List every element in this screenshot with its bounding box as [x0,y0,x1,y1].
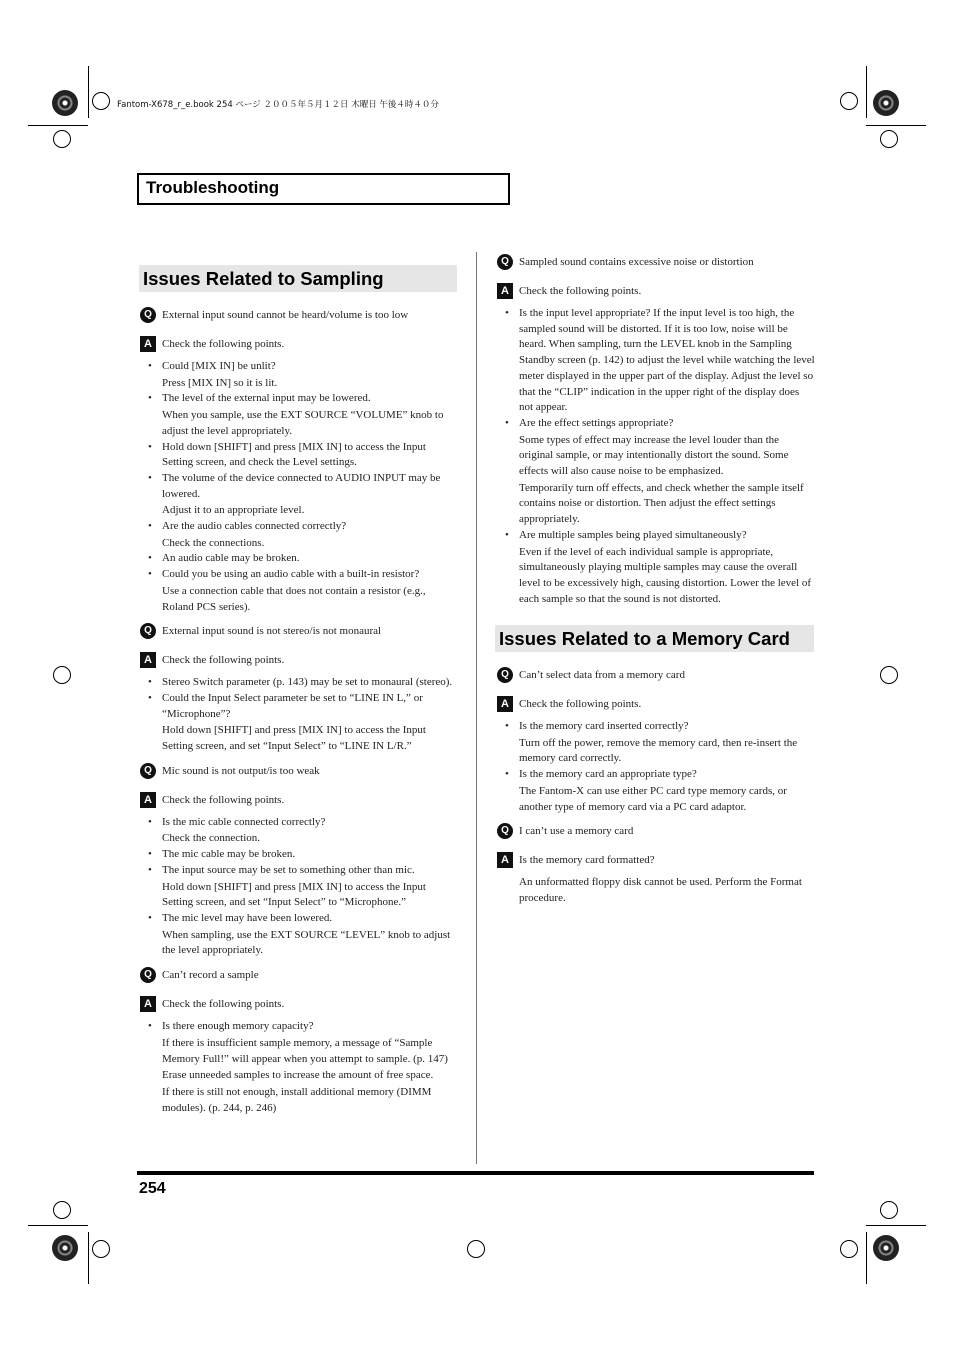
question-text: Can’t record a sample [162,969,259,982]
qa-group [140,624,458,755]
registration-mark-icon [92,92,110,110]
item-text: The mic level may have been lowered. [162,911,333,924]
answer [497,697,815,715]
crop-mark [88,1232,89,1284]
answer-icon: A [140,792,156,808]
footer-rule [137,1171,814,1175]
registration-mark-icon [53,130,71,148]
crop-mark [866,1232,867,1284]
item-text: The mic cable may be broken. [162,848,296,861]
item-detail: Hold down [SHIFT] and press [MIX IN] to access the Input Setting screen, and set “Input Select” to “Microphone.” [162,880,426,909]
heading-sampling-text: Issues Related to Sampling [143,268,384,289]
list-item [497,719,815,767]
question-icon: Q [497,823,513,839]
answer-list [140,815,458,959]
list-item [140,471,458,519]
item-text: Is the memory card an appropriate type? [519,768,697,781]
registration-mark-icon [880,1201,898,1219]
item-text: Are the effect settings appropriate? [519,416,674,429]
question [140,968,458,986]
print-header: Fantom-X678_r_e.book 254 ページ ２００５年５月１２日 木曜日 午後４時４０分 [117,100,439,110]
item-text: Is the memory card inserted correctly? [519,720,689,732]
answer-list [497,719,815,815]
crop-mark [866,66,867,118]
question [497,824,815,842]
item-detail: When you sample, use the EXT SOURCE “VOLUME” knob to adjust the level appropriately. [162,409,444,437]
question [140,308,458,326]
registration-mark-icon [53,666,71,684]
item-text: The input source may be set to something other than mic. [162,863,415,876]
question-icon: Q [140,763,156,779]
registration-mark-icon [880,130,898,148]
section-title: Troubleshooting [146,178,280,197]
item-detail: Use a connection cable that does not contain a resistor (e.g., Roland PCS series). [162,584,426,613]
registration-mark-icon [467,1240,485,1258]
list-item [497,767,815,815]
question [497,668,815,686]
item-text: The volume of the device connected to AUDIO INPUT may be lowered. [162,471,441,500]
item-detail: Some types of effect may increase the level louder than the original sample, or may intentionally distort the sound. Some effects will also cause noise to be emphasized. [519,433,789,478]
registration-mark-icon [880,666,898,684]
answer [497,284,815,302]
registration-disc-icon [52,1235,78,1261]
question-text: Mic sound is not output/is too weak [162,764,320,777]
answer-icon: A [497,696,513,712]
registration-disc-icon [873,1235,899,1261]
item-detail: Adjust it to an appropriate level. [162,504,305,517]
item-detail: Erase unneeded samples to increase the amount of free space. [162,1069,434,1082]
item-detail: If there is still not enough, install additional memory (DIMM modules). (p. 244, p. 246) [162,1085,432,1114]
list-item [140,1019,458,1116]
heading-memory-card-text: Issues Related to a Memory Card [499,628,790,649]
list-item [140,440,458,471]
list-item [140,551,458,567]
right-column-memory [497,668,815,916]
column-divider [476,252,477,1164]
answer-icon: A [497,283,513,299]
answer-text: Check the following points. [519,285,642,297]
answer-list [140,359,458,615]
item-text: An audio cable may be broken. [162,552,300,565]
left-column [140,308,458,1125]
answer [140,337,458,355]
heading-sampling [139,265,457,292]
list-item [140,815,458,847]
item-text: Is there enough memory capacity? [162,1020,314,1033]
qa-group [497,824,815,906]
answer-text: Check the following points. [162,338,285,350]
answer-text: Is the memory card formatted? [519,854,655,867]
answer-icon: A [140,336,156,352]
registration-mark-icon [53,1201,71,1219]
list-item [140,847,458,863]
item-detail: Press [MIX IN] so it is lit. [162,376,278,389]
answer [140,997,458,1015]
question-icon: Q [140,623,156,639]
item-detail: Even if the level of each individual sample is appropriate, simultaneously playing multiple samples may cause the overall level to be excessively high, causing distortion. Lower the level of each sample so that the sound is not distorted. [519,545,812,605]
heading-memory-card [495,625,814,652]
answer [497,853,815,871]
answer-list [140,675,458,755]
item-detail: Check the connection. [162,832,261,845]
registration-mark-icon [840,1240,858,1258]
crop-mark [866,1225,926,1226]
right-column [497,255,815,616]
crop-mark [28,125,88,126]
list-item [140,911,458,959]
question-text: Can’t select data from a memory card [519,669,685,681]
qa-group [140,968,458,1116]
answer-list [140,1019,458,1116]
crop-mark [88,66,89,118]
item-text: Is the input level appropriate? If the input level is too high, the sampled sound will be distorted. If it is too low, noise will be heard. When sampling, turn the LEVEL knob in the Sampling Standby screen (p. 142) to adjust the level while watching the level meter displayed in the upper part of the display. Adjust the level so that the “CLIP” indication in the upper right of the display does not appear. [519,307,815,414]
registration-disc-icon [52,90,78,116]
answer-body: An unformatted floppy disk cannot be used. Perform the Format procedure. [519,876,802,904]
question-icon: Q [497,254,513,270]
answer-list [497,306,815,607]
answer-text: Check the following points. [162,793,285,806]
question [140,624,458,642]
item-detail: Check the connections. [162,536,265,549]
answer-icon: A [140,996,156,1012]
question-icon: Q [140,967,156,983]
list-item [497,416,815,528]
question-icon: Q [497,667,513,683]
registration-mark-icon [840,92,858,110]
qa-group [140,308,458,615]
answer-icon: A [140,652,156,668]
list-item [140,519,458,551]
answer-text: Check the following points. [162,654,285,667]
answer [140,653,458,671]
list-item [140,359,458,391]
list-item [140,691,458,755]
list-item [140,863,458,911]
crop-mark [28,1225,88,1226]
question-text: I can’t use a memory card [519,825,634,838]
registration-disc-icon [873,90,899,116]
item-text: Is the mic cable connected correctly? [162,815,326,828]
item-detail: The Fantom-X can use either PC card type memory cards, or another type of memory card via a PC card adaptor. [519,784,787,813]
item-text: Stereo Switch parameter (p. 143) may be set to monaural (stereo). [162,676,453,689]
item-text: Are multiple samples being played simultaneously? [519,528,747,541]
item-text: Could the Input Select parameter be set to “LINE IN L,” or “Microphone”? [162,691,423,720]
list-item [140,567,458,615]
item-detail: Temporarily turn off effects, and check whether the sample itself contains noise or distortion. Then adjust the effect settings appropriately. [519,481,804,526]
answer-text: Check the following points. [162,998,285,1011]
item-detail: When sampling, use the EXT SOURCE “LEVEL” knob to adjust the level appropriately. [162,928,451,957]
item-detail: Hold down [SHIFT] and press [MIX IN] to access the Input Setting screen, and set “Input Select” to “LINE IN L/R.” [162,724,426,753]
question-text: External input sound is not stereo/is not monaural [162,625,382,638]
item-text: Could you be using an audio cable with a built-in resistor? [162,568,420,581]
item-text: The level of the external input may be lowered. [162,392,371,405]
question-icon: Q [140,307,156,323]
list-item [497,528,815,608]
question [497,255,815,273]
crop-mark [866,125,926,126]
item-text: Are the audio cables connected correctly? [162,520,347,533]
item-detail: If there is insufficient sample memory, a message of “Sample Memory Full!” will appear when you attempt to sample. (p. 147) [162,1036,448,1065]
item-text: Could [MIX IN] be unlit? [162,360,276,372]
answer-text: Check the following points. [519,698,642,710]
page-number: 254 [139,1180,166,1197]
question [140,764,458,782]
qa-group [140,764,458,959]
list-item [140,391,458,439]
question-text: External input sound cannot be heard/volume is too low [162,309,409,321]
question-text: Sampled sound contains excessive noise or distortion [519,256,754,268]
item-text: Hold down [SHIFT] and press [MIX IN] to access the Input Setting screen, and check the Level settings. [162,440,426,469]
answer-icon: A [497,852,513,868]
qa-group [497,255,815,607]
list-item [497,306,815,416]
list-item [140,675,458,691]
item-detail: Turn off the power, remove the memory card, then re-insert the memory card correctly. [519,736,798,765]
qa-group [497,668,815,815]
answer [140,793,458,811]
registration-mark-icon [92,1240,110,1258]
